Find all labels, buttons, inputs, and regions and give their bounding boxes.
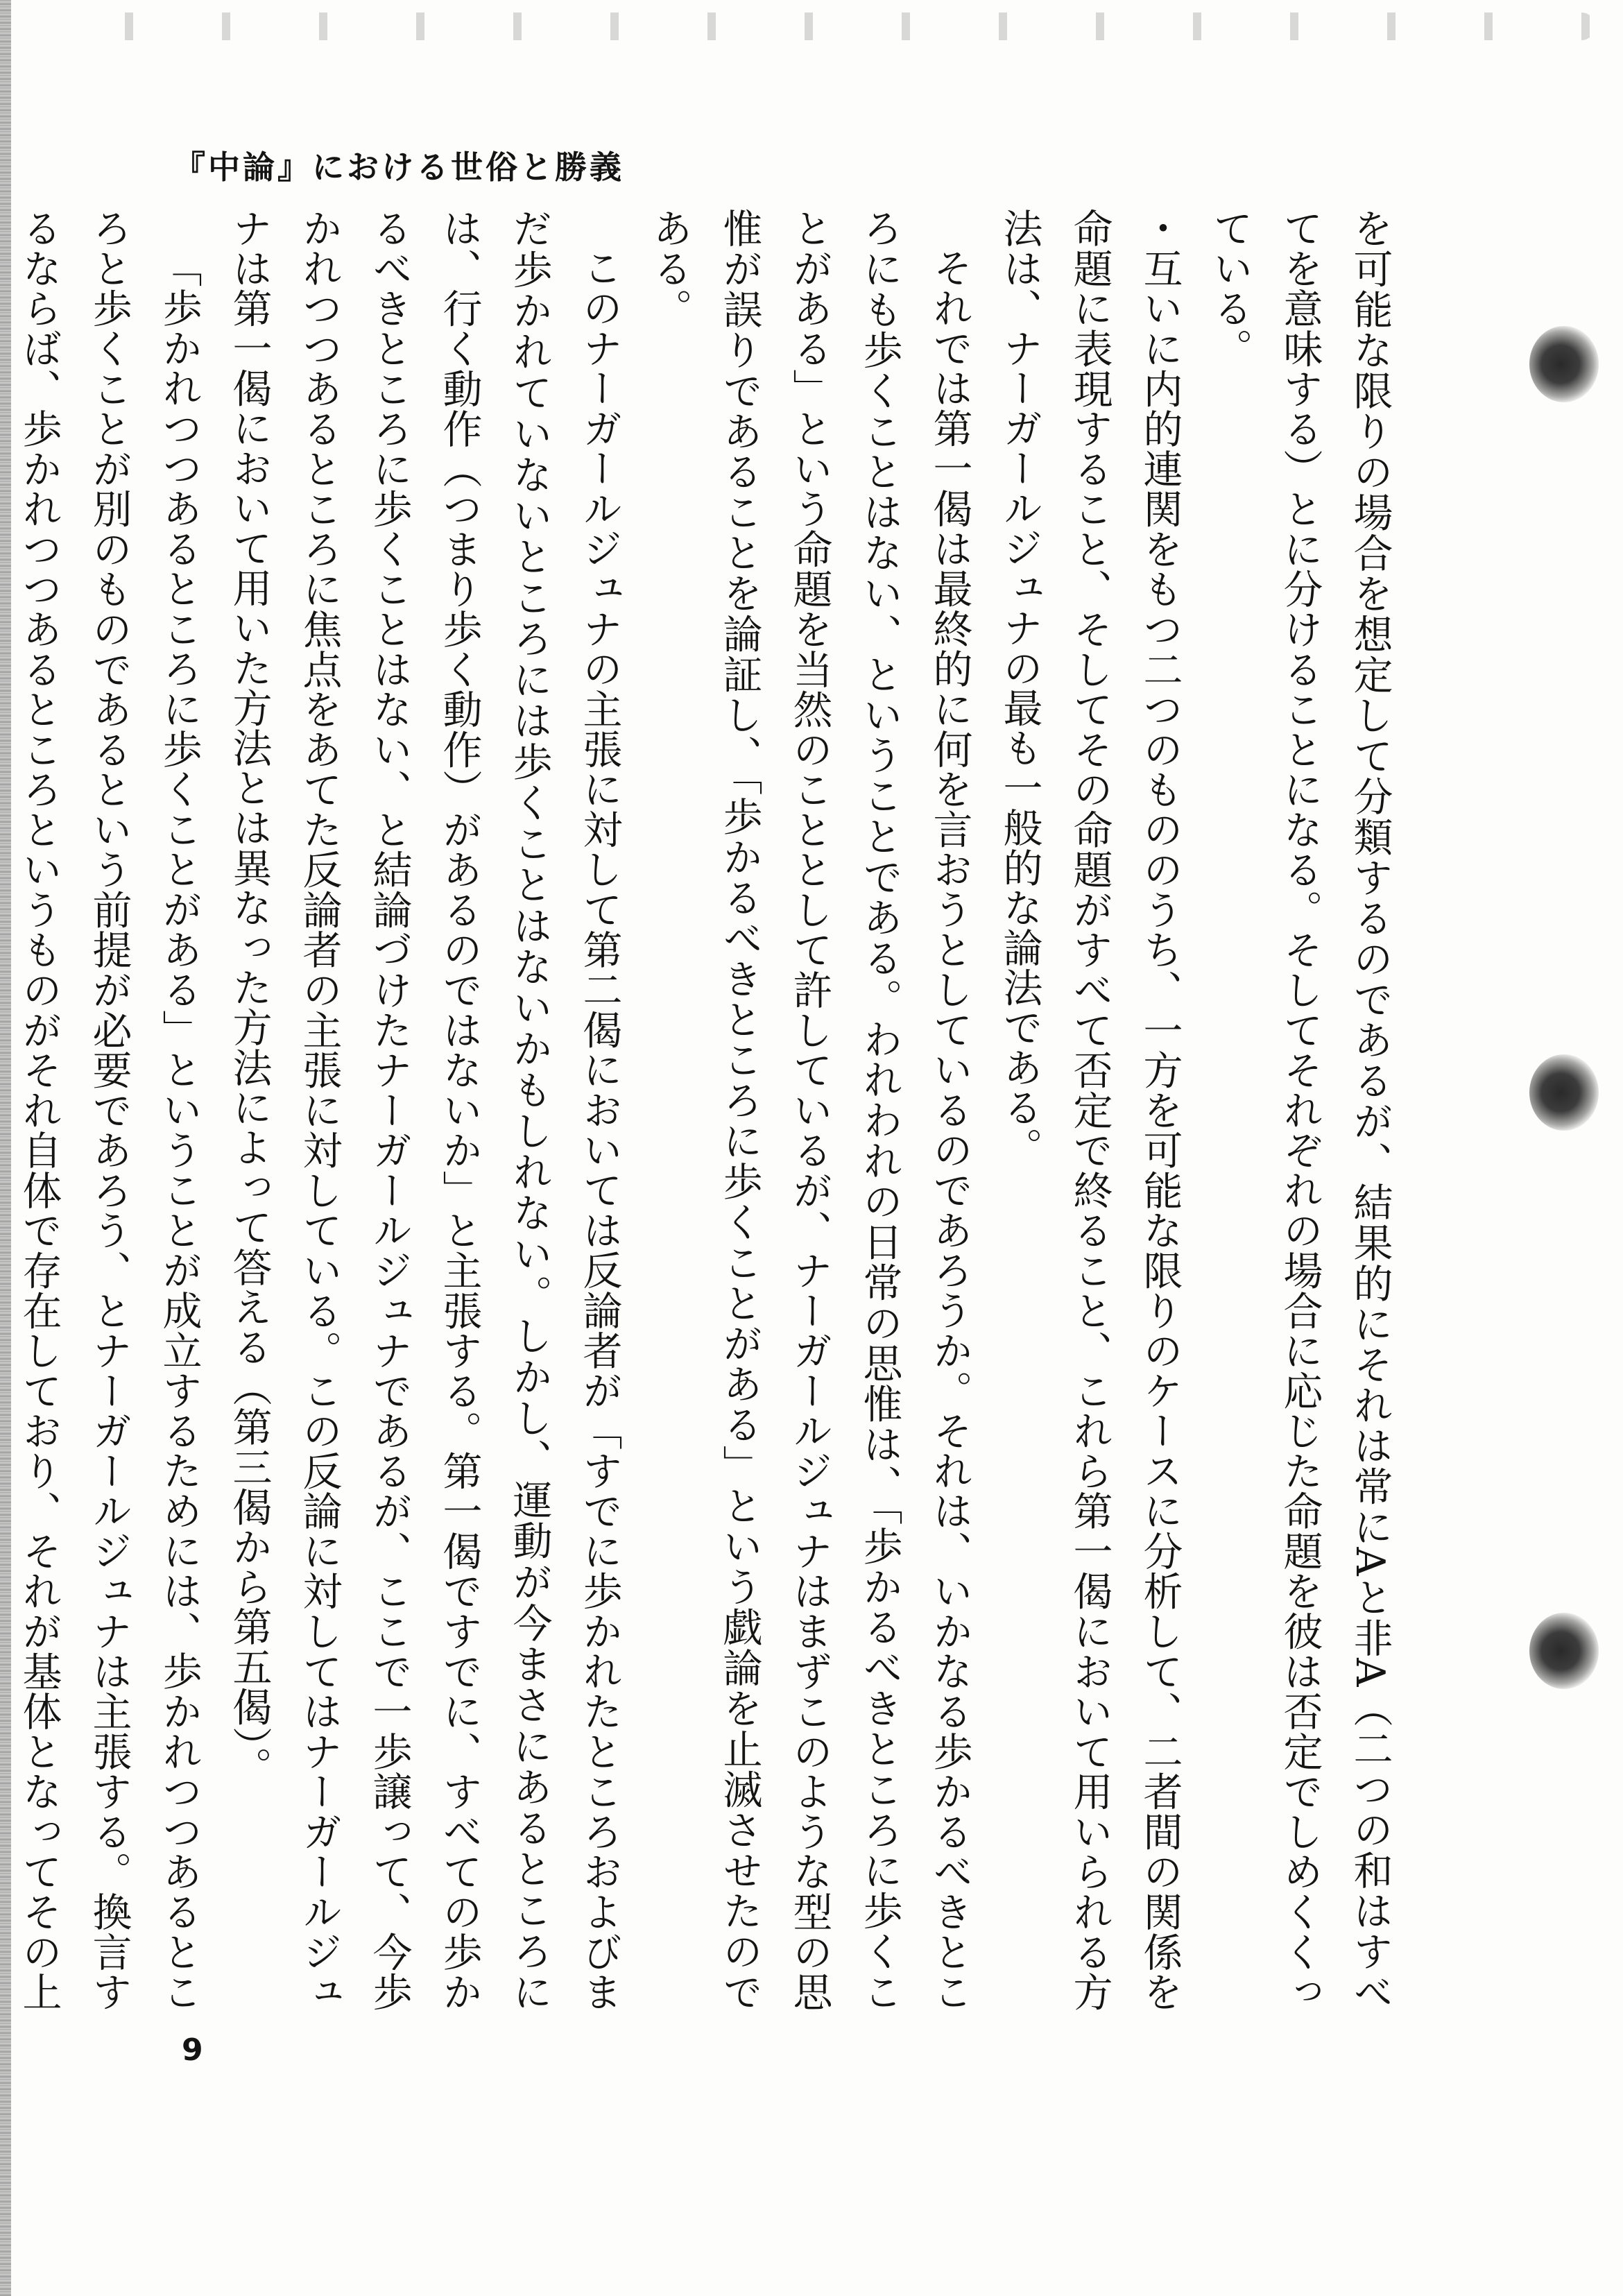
- paragraph: それでは第一偈は最終的に何を言おうとしているのであろうか。それは、いかなる歩かるべきところにも歩くことはない、ということである。われわれの日常の思惟は、「歩かるべきところに歩くことがある」という命題を当然のこととして許しているが、ナーガールジュナはまずこのような型の思惟が誤りであることを論証し、「歩かるべきところに歩くことがある」という戯論を止滅させたのである。: [646, 208, 972, 2012]
- paragraph: を可能な限りの場合を想定して分類するのであるが、結果的にそれは常にAと非A（二つの和はすべてを意味する）とに分けることになる。そしてそれぞれの場合に応じた命題を彼は否定でしめくくっている。: [1207, 208, 1393, 2012]
- paragraph: このナーガールジュナの主張に対して第二偈においては反論者が「すでに歩かれたところおよびまだ歩かれていないところには歩くことはないかもしれない。しかし、運動が今まさにあるところには、行く動作（つまり歩く動作）があるのではないか」と主張する。第一偈ですでに、すべての歩かるべきところに歩くことはない、と結論づけたナーガールジュナであるが、ここで一歩譲って、今歩かれつつあるところに焦点をあてた反論者の主張に対している。この反論に対してはナーガールジュナは第一偈において用いた方法とは異なった方法によって答える（第三偈から第五偈）。: [226, 208, 622, 2012]
- punch-hole-mark: [1529, 1613, 1599, 1689]
- punch-hole-mark: [1529, 1054, 1599, 1131]
- punch-hole-mark: [1529, 326, 1599, 402]
- paragraph: ・互いに内的連関をもつ二つのもののうち、一方を可能な限りのケースに分析して、二者間の関係を命題に表現すること、そしてその命題がすべて否定で終ること、これら第一偈において用いられる方法は、ナーガールジュナの最も一般的な論法である。: [997, 208, 1183, 2012]
- vertical-body-text: [16, 208, 1405, 2012]
- page-number: 9: [182, 2032, 203, 2068]
- paragraph: 「歩かれつつあるところに歩くことがある」ということが成立するためには、歩かれつつあるところと歩くことが別のものであるという前提が必要であろう、とナーガールジュナは主張する。換言するならば、歩かれつつあるところというものがそれ自体で存在しており、それが基体となってその上: [16, 208, 202, 2012]
- top-margin-marks: [69, 12, 1595, 40]
- running-header: 『中論』における世俗と勝義: [173, 148, 624, 186]
